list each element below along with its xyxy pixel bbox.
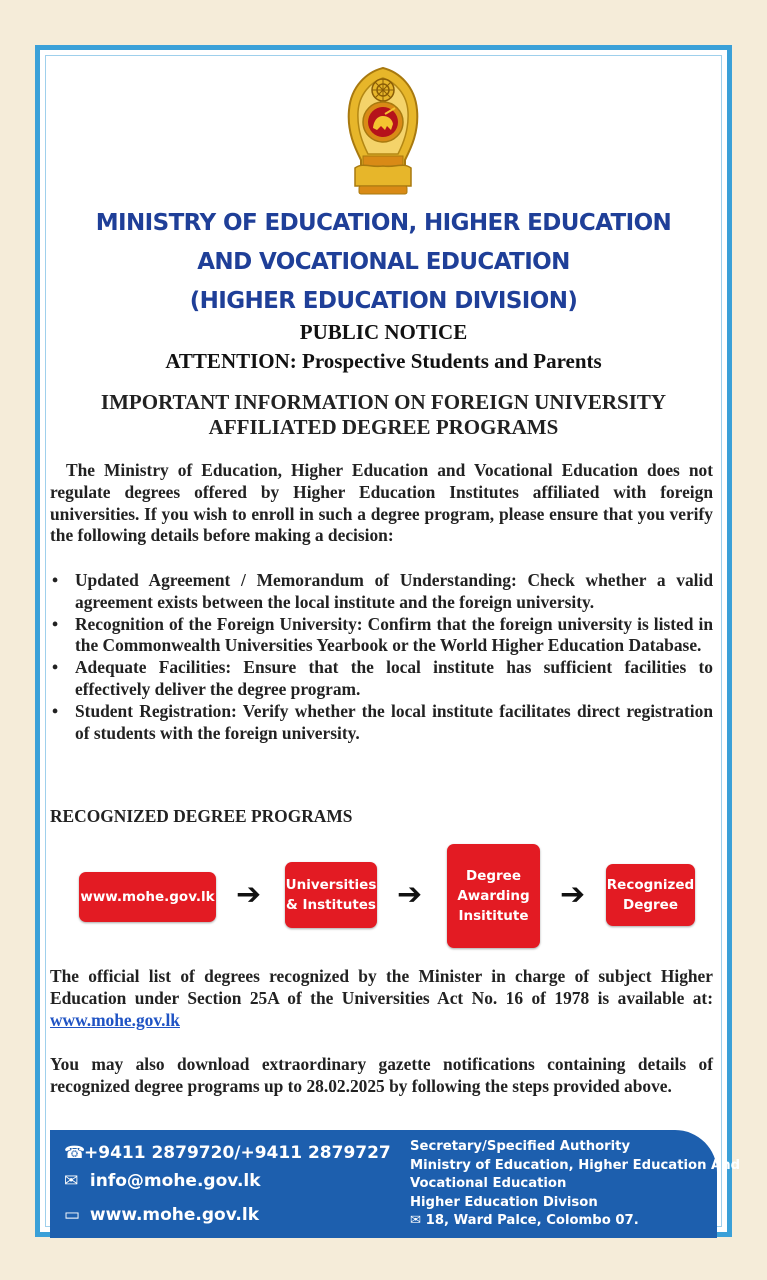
official-paragraph xyxy=(50,966,713,1031)
verification-list xyxy=(50,570,713,744)
list-item-text: Student Registration: Verify whether the local institute facilitates direct registration of students with the foreign university. xyxy=(75,700,713,743)
public-notice-title: PUBLIC NOTICE xyxy=(299,320,468,344)
list-item-text: Updated Agreement / Memorandum of Understanding: Check whether a valid agreement exists between the local institute and the foreign university. xyxy=(75,570,713,612)
arrow-right-icon: ➔ xyxy=(560,877,586,912)
list-item-text: Adequate Facilities: Ensure that the local institute has sufficient facilities to effectively deliver the degree program. xyxy=(75,657,713,699)
arrow-right-icon: ➔ xyxy=(236,877,262,912)
web-address[interactable]: www.mohe.gov.lk xyxy=(89,1205,260,1225)
email-address[interactable]: info@mohe.gov.lk xyxy=(89,1171,261,1191)
authority-block xyxy=(410,1138,740,1231)
list-item-text: Recognition of the Foreign University: Confirm that the foreign university is listed in the Commonwealth Universities Yearbook or the World Higher Education Database. xyxy=(75,613,713,656)
authority-line: Secretary/Specified Authority xyxy=(410,1139,631,1154)
authority-line: Higher Education Divison xyxy=(410,1194,598,1210)
list-item: • Recognition of the Foreign University: Confirm that the foreign university is listed in the Commonwealth Universities Yearbook or the World Higher Education Database. xyxy=(52,613,713,656)
address-line xyxy=(410,1212,740,1231)
phone-number: +9411 2879720/+9411 2879727 xyxy=(84,1143,391,1163)
list-item: • Adequate Facilities: Ensure that the local institute has sufficient facilities to effectively deliver the degree program. xyxy=(52,657,713,699)
web-icon: ▭ xyxy=(64,1205,81,1225)
list-item: • Student Registration: Verify whether the local institute facilitates direct registration of students with the foreign university. xyxy=(52,700,713,743)
web-contact xyxy=(64,1204,259,1226)
flow-step-recognized: Recognized Degree xyxy=(606,864,695,926)
flow-step-website: www.mohe.gov.lk xyxy=(79,872,216,922)
authority-line: Vocational Education xyxy=(410,1176,567,1191)
attention-line: ATTENTION: Prospective Students and Parents xyxy=(165,349,602,373)
intro-paragraph: The Ministry of Education, Higher Education and Vocational Education does not regulate degrees offered by Higher Education Institutes affiliated with foreign universities. If you wish to enroll in such a degree program, please ensure that you verify the following details before making a decision: xyxy=(50,460,713,546)
flow-step-universities: Universities & Institutes xyxy=(285,862,377,928)
state-emblem-icon xyxy=(341,64,425,200)
ministry-line-2: AND VOCATIONAL EDUCATION xyxy=(197,249,570,275)
arrow-right-icon: ➔ xyxy=(397,877,423,912)
recognized-title: RECOGNIZED DEGREE PROGRAMS xyxy=(50,806,353,826)
email-contact xyxy=(64,1170,261,1192)
mail-icon: ✉ xyxy=(410,1213,422,1228)
authority-line: Ministry of Education, Higher Education And xyxy=(410,1157,741,1173)
notice-frame xyxy=(35,45,741,1237)
contact-footer xyxy=(50,1130,741,1238)
mohe-link[interactable]: www.mohe.gov.lk xyxy=(50,1009,180,1030)
ministry-title xyxy=(46,204,721,321)
official-text: The official list of degrees recognized by the Minister in charge of subject Higher Education under Section 25A of the Universities Act No. 16 of 1978 is available at: xyxy=(50,966,713,1008)
list-item: • Updated Agreement / Memorandum of Understanding: Check whether a valid agreement exists between the local institute and the foreign university. xyxy=(52,570,713,612)
gazette-paragraph: You may also download extraordinary gazette notifications containing details of recognized degree programs up to 28.02.2025 by following the steps provided above. xyxy=(50,1054,713,1096)
address-text: 18, Ward Palce, Colombo 07. xyxy=(425,1213,639,1228)
email-icon: ✉ xyxy=(64,1171,79,1191)
ministry-line-3: (HIGHER EDUCATION DIVISION) xyxy=(189,288,578,314)
flow-step-degree-awarding: Degree Awarding Insititute xyxy=(447,844,540,948)
heading-line-2: AFFILIATED DEGREE PROGRAMS xyxy=(208,415,559,439)
phone-contact xyxy=(64,1142,391,1164)
notice-inner xyxy=(45,55,741,1228)
ministry-line-1: MINISTRY OF EDUCATION, HIGHER EDUCATION xyxy=(95,210,672,236)
notice-block xyxy=(46,318,721,376)
important-heading xyxy=(46,390,721,440)
phone-icon: ☎ xyxy=(64,1143,86,1163)
heading-line-1: IMPORTANT INFORMATION ON FOREIGN UNIVERSITY xyxy=(100,390,667,414)
